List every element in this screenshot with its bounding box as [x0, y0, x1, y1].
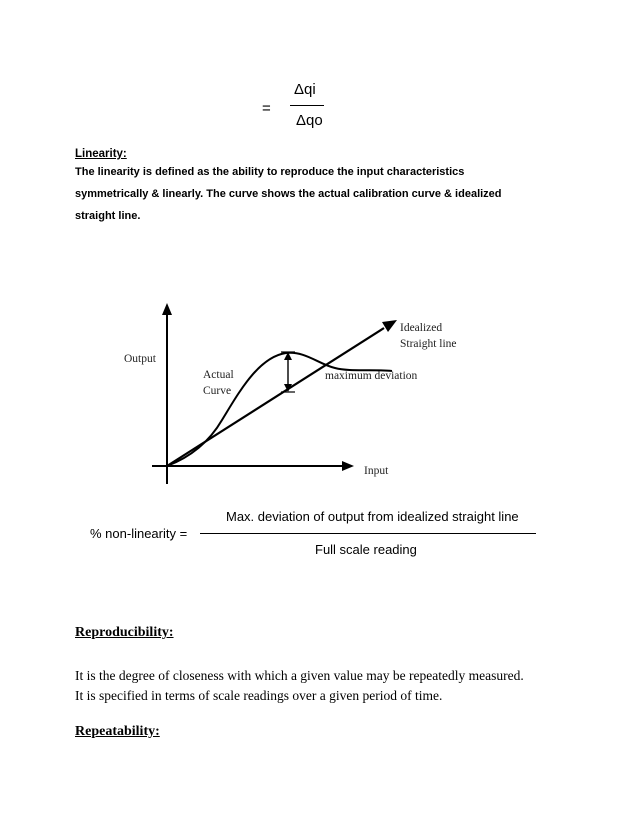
nonlinearity-numerator: Max. deviation of output from idealized straight line	[226, 509, 519, 524]
linearity-line-3: straight line.	[75, 210, 141, 222]
actual-curve-label-line1: Actual	[203, 369, 234, 381]
idealized-straight-line	[167, 328, 384, 466]
idealized-label-line2: Straight line	[400, 338, 457, 350]
repeatability-heading: Repeatability:	[75, 724, 160, 739]
idealized-label-line1: Idealized	[400, 322, 443, 334]
maximum-deviation-label: maximum deviation	[325, 370, 418, 382]
output-axis-arrow	[162, 303, 172, 315]
fraction-equals: =	[262, 100, 271, 117]
reproducibility-line-2: It is specified in terms of scale readings over a given period of time.	[75, 688, 443, 703]
input-label: Input	[364, 465, 389, 477]
linearity-heading: Linearity:	[75, 148, 127, 160]
reproducibility-paragraph	[75, 666, 595, 706]
reproducibility-line-1: It is the degree of closeness with which a given value may be repeatedly measured.	[75, 668, 524, 683]
fraction-numerator: Δqi	[294, 81, 316, 98]
nonlinearity-denominator: Full scale reading	[315, 542, 417, 557]
fraction-denominator: Δqo	[296, 112, 323, 129]
reproducibility-heading: Reproducibility:	[75, 625, 174, 640]
idealized-line-arrow	[382, 320, 397, 332]
nonlinearity-label: % non-linearity =	[90, 526, 188, 541]
linearity-line-1: The linearity is defined as the ability to reproduce the input characteristics	[75, 166, 465, 178]
actual-curve-label-line2: Curve	[203, 385, 232, 397]
output-label: Output	[124, 353, 156, 365]
input-axis-arrow	[342, 461, 354, 471]
linearity-line-2: symmetrically & linearly. The curve shows the actual calibration curve & idealized	[75, 188, 502, 200]
nonlinearity-fraction-bar	[200, 533, 536, 534]
